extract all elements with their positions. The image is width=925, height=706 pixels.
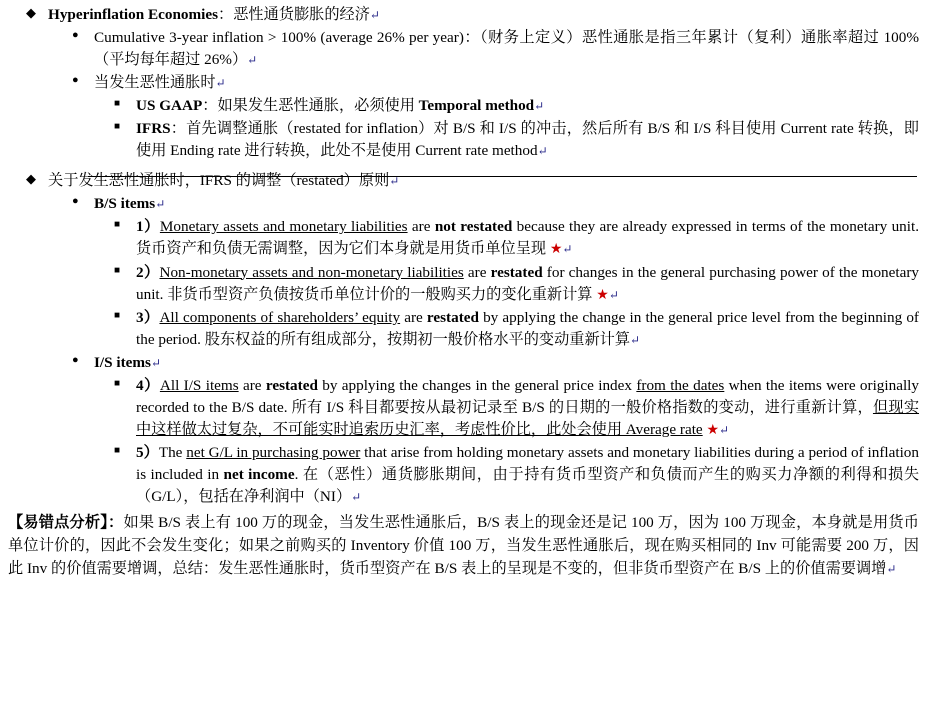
rule-5-tail: .	[294, 466, 299, 484]
ifrs-body: 首先调整通胀（restated for inflation）对 B/S 和 I/S 的冲击，然后所有 B/S 和 I/S 科目使用 Current rate 转换，即使用 Ending rate 进行转换，此处不是使用 Current rate method	[136, 120, 919, 160]
rule-2-bold: restated	[490, 263, 543, 281]
list-item-rule-1	[6, 216, 919, 260]
us-gaap-text	[136, 95, 919, 117]
star-icon: ★	[549, 242, 563, 258]
diamond-bullet-icon: ◆	[26, 171, 36, 187]
when-hyperinflation-text	[94, 72, 919, 94]
is-items-label: I/S items	[94, 354, 151, 371]
list-item-rule-3	[6, 307, 919, 351]
list-item-bs-items	[6, 193, 919, 215]
cumulative-inflation-en: Cumulative 3-year inflation > 100% (average 26% per year)	[94, 29, 464, 47]
ifrs-label: IFRS	[136, 120, 171, 138]
rule-5-number: 5）	[136, 444, 159, 462]
list-item-rule-4	[6, 375, 919, 441]
square-bullet-icon: ■	[114, 219, 121, 231]
rule-4-underlined: All I/S items	[159, 377, 239, 395]
rule-1-number: 1）	[136, 218, 160, 236]
pilcrow-icon: ↵	[537, 144, 548, 159]
rule-2-number: 2）	[136, 263, 160, 281]
rule-1-underlined: Monetary assets and monetary liabilities	[159, 218, 408, 236]
pilcrow-icon: ↵	[608, 287, 619, 302]
rule-4-text	[136, 375, 919, 441]
us-gaap-term: Temporal method	[418, 97, 535, 115]
rule-5-zh: 在（恶性）通货膨胀期间，由于持有货币型资产和负债而产生的购买力净额的利得和损失（G/L），包括在净利润中（NI）	[136, 466, 920, 506]
square-bullet-icon: ■	[114, 378, 121, 390]
rule-3-tail: by applying the change in the general price level from the beginning of the period.	[136, 308, 919, 348]
rule-1-text	[136, 216, 919, 260]
rule-4-number: 4）	[136, 377, 160, 395]
us-gaap-zh: 如果发生恶性通胀，必须使用	[217, 97, 419, 115]
pilcrow-icon: ↵	[719, 423, 730, 438]
disc-bullet-icon: ●	[72, 354, 79, 366]
rule-2-mid: are	[463, 263, 491, 281]
pilcrow-icon: ↵	[247, 53, 258, 68]
rule-3-zh: 股东权益的所有组成部分，按期初一般价格水平的变动重新计算	[204, 330, 630, 348]
bs-items-label: B/S items	[94, 195, 156, 213]
list-item-rule-2	[6, 262, 919, 306]
pilcrow-icon: ↵	[389, 174, 400, 189]
is-items-text	[94, 352, 919, 374]
square-bullet-icon: ■	[114, 309, 121, 321]
rule-3-text	[136, 307, 919, 351]
ifrs-text	[136, 118, 919, 162]
rule-4-zh: 所有 I/S 科目都要按从最初记录至 B/S 的日期的一般价格指数的变动，进行重新计算，	[291, 399, 873, 417]
analysis-body: 如果 B/S 表上有 100 万的现金，当发生恶性通胀后，B/S 表上的现金还是记 100 万，因为 100 万现金，本身就是用货币单位计价的，因此不会发生变化；如果之前购买的 Inventory 价值 100 万，当发生恶性通胀后，现在购买相同的 Inv 可能需要 200 万，因此 Inv 的价值需要增调，总结：发生恶性通胀时，货币型资产在 B/S 表上的呈现是不变的，但非货币型资产在 B/S 上的价值需要调增	[8, 514, 919, 578]
cumulative-inflation-sep: ：	[463, 29, 480, 47]
list-item-when-hyperinflation	[6, 72, 919, 94]
star-icon: ★	[596, 287, 609, 303]
list-item-is-items	[6, 352, 919, 374]
cumulative-inflation-text	[94, 27, 919, 71]
star-icon: ★	[706, 423, 720, 439]
rule-3-bold: restated	[426, 308, 479, 326]
square-bullet-icon: ■	[114, 121, 121, 133]
rule-1-mid: are	[407, 218, 435, 236]
square-bullet-icon: ■	[114, 264, 121, 276]
analysis-header: 【易错点分析】：	[8, 514, 124, 532]
list-item-rule-5	[6, 442, 919, 508]
cumulative-inflation-zh: （财务上定义）恶性通胀是指三年累计（复利）通胀率超过 100%（平均每年超过 26%）	[94, 29, 920, 69]
list-item-ifrs	[6, 118, 919, 162]
us-gaap-label: US GAAP	[136, 97, 203, 115]
pilcrow-icon: ↵	[369, 8, 380, 22]
disc-bullet-icon: ●	[72, 74, 79, 87]
list-item-us-gaap	[6, 95, 919, 117]
rule-4-tail-2: when the items were originally recorded to the B/S date.	[136, 377, 919, 417]
rule-4-bold: restated	[265, 377, 318, 395]
ifrs-restated-heading-text: 关于发生恶性通胀时，IFRS 的调整（restated）原则	[48, 172, 390, 190]
rule-2-zh: 非货币型资产负债按货币单位计价的一般购买力的变化重新计算	[167, 285, 593, 303]
disc-bullet-icon: ●	[72, 195, 79, 208]
rule-2-underlined: Non-monetary assets and non-monetary liabilities	[159, 263, 464, 281]
rule-5-text	[136, 442, 919, 508]
pilcrow-icon: ↵	[215, 76, 226, 91]
rule-3-mid: are	[400, 308, 427, 326]
rule-4-mid: are	[238, 377, 266, 395]
heading-hyperinflation-en: Hyperinflation Economies	[48, 6, 219, 23]
us-gaap-sep: ：	[202, 97, 218, 115]
rule-5-mid: that arise from holding monetary assets and monetary liabilities during a period of inflation is included in	[136, 444, 919, 484]
analysis-block	[6, 512, 919, 580]
rule-4-tail: by applying the changes in the general price index	[317, 377, 637, 395]
pilcrow-icon: ↵	[155, 197, 166, 212]
when-hyperinflation-zh: 当发生恶性通胀时	[94, 74, 216, 92]
list-item-cumulative-inflation	[6, 27, 919, 71]
heading-hyperinflation	[48, 4, 919, 26]
pilcrow-icon: ↵	[351, 490, 362, 505]
bs-items-text	[94, 193, 919, 215]
pilcrow-icon: ↵	[562, 242, 573, 257]
square-bullet-icon: ■	[114, 98, 121, 110]
rule-1-tail: because they are already expressed in terms of the monetary unit.	[512, 218, 919, 236]
pilcrow-icon: ↵	[150, 356, 162, 370]
list-item-ifrs-restated-principles	[6, 170, 919, 192]
pilcrow-icon: ↵	[630, 332, 641, 347]
disc-bullet-icon: ●	[72, 29, 79, 42]
square-bullet-icon: ■	[114, 445, 121, 457]
rule-5-underlined: net G/L in purchasing power	[186, 444, 361, 462]
rule-5-bold: net income	[223, 466, 295, 484]
rule-4-underlined-2: from the dates	[636, 377, 725, 395]
heading-sep: ：	[218, 6, 234, 23]
rule-5-pre: The	[158, 444, 187, 462]
ifrs-restated-heading	[48, 170, 919, 192]
rule-1-bold: not restated	[434, 218, 513, 236]
rule-1-zh: 货币资产和负债无需调整，因为它们本身就是用货币单位呈现	[136, 240, 547, 258]
rule-2-text	[136, 262, 919, 306]
rule-3-underlined: All components of shareholders’ equity	[159, 308, 401, 326]
heading-hyperinflation-zh: 恶性通货膨胀的经济	[233, 6, 370, 23]
diamond-bullet-icon: ◆	[26, 5, 36, 20]
rule-4-zh-underlined: 但现实中这样做太过复杂，不可能实时追索历史汇率，考虑性价比，此处会使用 Average rate	[136, 399, 920, 439]
pilcrow-icon: ↵	[886, 562, 897, 577]
list-item-hyperinflation-economies	[6, 4, 919, 26]
ifrs-sep: ：	[170, 120, 187, 138]
rule-2-tail: for changes in the general purchasing power of the monetary unit.	[136, 263, 919, 303]
pilcrow-icon: ↵	[534, 99, 545, 114]
rule-3-number: 3）	[136, 308, 160, 326]
